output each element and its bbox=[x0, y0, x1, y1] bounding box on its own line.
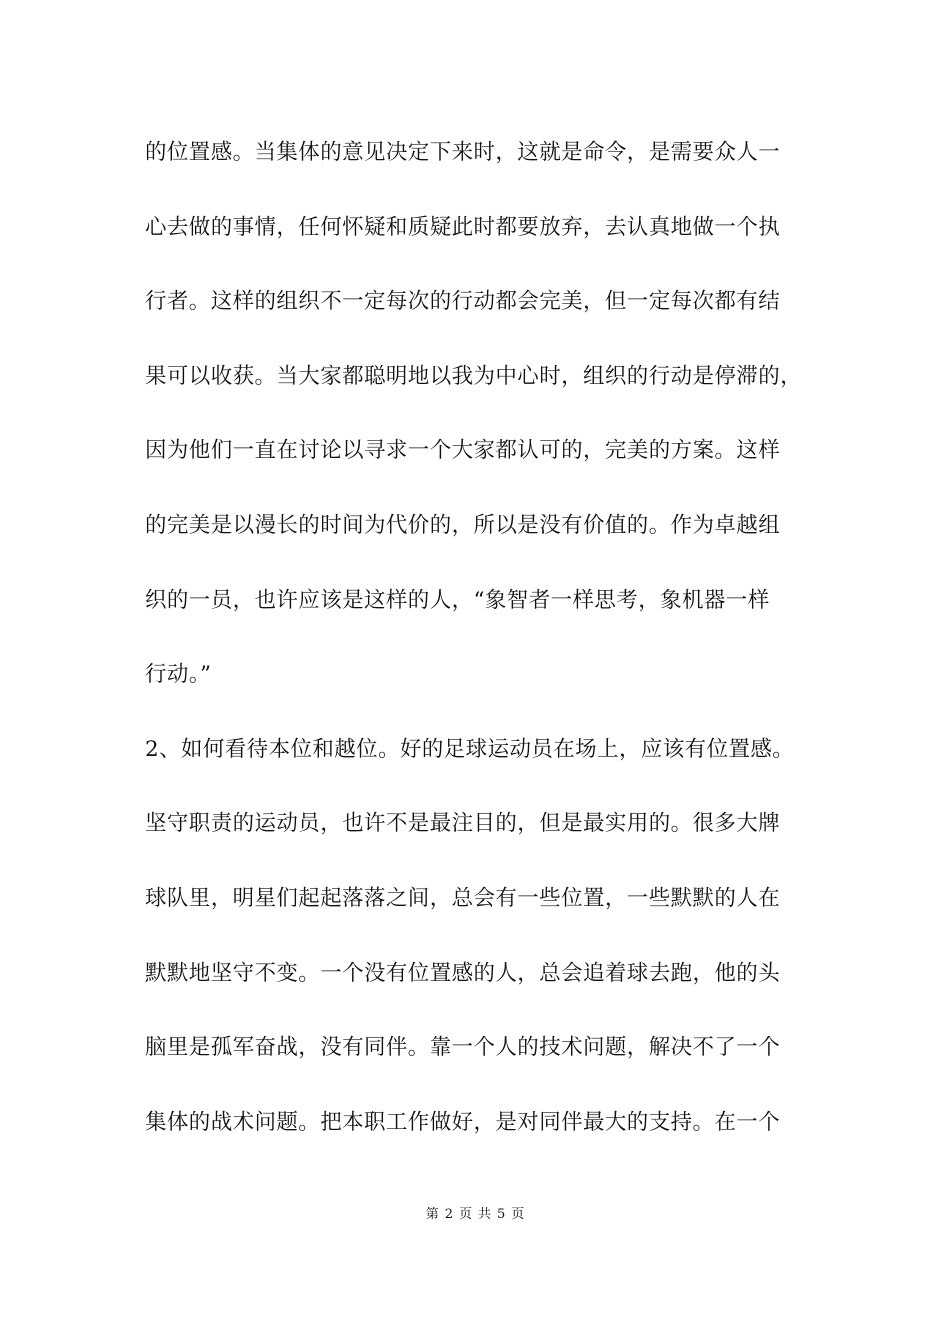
text-line: 因为他们一直在讨论以寻求一个大家都认可的，完美的方案。这样 bbox=[145, 438, 781, 464]
text-line: 的位置感。当集体的意见决定下来时，这就是命令，是需要众人一 bbox=[145, 140, 781, 165]
text-line: 果可以收获。当大家都聪明地以我为中心时，组织的行动是停滞的， bbox=[145, 363, 803, 389]
page-footer bbox=[0, 1205, 950, 1225]
footer-label-total: 共 bbox=[478, 1207, 492, 1222]
footer-total-pages: 5 bbox=[497, 1207, 506, 1222]
text-line: 行动。” bbox=[145, 662, 212, 688]
footer-label-unit: 页 bbox=[458, 1207, 472, 1222]
text-line: 织的一员，也许应该是这样的人，“象智者一样思考，象机器一样 bbox=[145, 587, 770, 613]
footer-current-page: 2 bbox=[444, 1207, 453, 1222]
text-line: 集体的战术问题。把本职工作做好，是对同伴最大的支持。在一个 bbox=[145, 1109, 781, 1135]
text-line: 行者。这样的组织不一定每次的行动都会完美，但一定每次都有结 bbox=[145, 289, 781, 315]
text-line: 脑里是孤军奋战，没有同伴。靠一个人的技术问题，解决不了一个 bbox=[145, 1035, 781, 1061]
text-line: 默默地坚守不变。一个没有位置感的人，总会追着球去跑，他的头 bbox=[145, 960, 781, 986]
text-line: 球队里，明星们起起落落之间，总会有一些位置，一些默默的人在 bbox=[145, 885, 781, 911]
footer-label-page: 第 bbox=[425, 1207, 439, 1222]
body-text bbox=[145, 127, 820, 1171]
text-line: 2、如何看待本位和越位。好的足球运动员在场上，应该有位置感。 bbox=[145, 736, 795, 762]
text-line: 的完美是以漫长的时间为代价的，所以是没有价值的。作为卓越组 bbox=[145, 512, 781, 538]
text-line: 坚守职责的运动员，也许不是最注目的，但是最实用的。很多大牌 bbox=[145, 811, 781, 837]
text-line: 心去做的事情，任何怀疑和质疑此时都要放弃，去认真地做一个执 bbox=[145, 214, 781, 240]
footer-label-unit-2: 页 bbox=[511, 1207, 525, 1222]
